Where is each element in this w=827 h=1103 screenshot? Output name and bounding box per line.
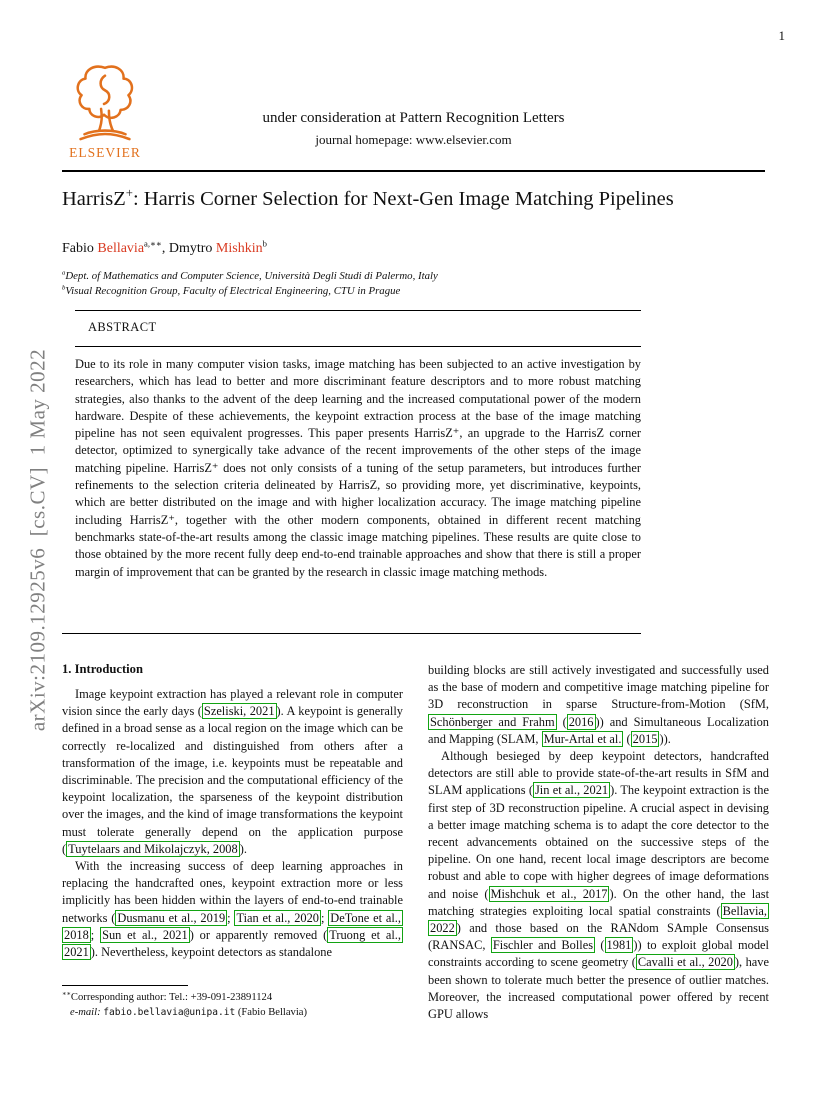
journal-status-line: under consideration at Pattern Recognition Letters [262,110,565,126]
footnote-email-line: e-mail: fabio.bellavia@unipa.it (Fabio Bellavia) [70,1006,308,1018]
superscript: + [125,186,133,201]
header-divider [62,170,765,172]
superscript: b [262,238,267,249]
citation-link[interactable]: Fischler and Bolles [492,938,594,953]
citation-link[interactable]: Cavalli et al., 2020 [637,955,733,970]
right-paragraph-2: Although besieged by deep keypoint detectors, handcrafted detectors are still able to provide state-of-the-art results in SfM and SLAM applications ( Jin et al., 2021 ). The keypoint extraction is the first step of 3D reconstruction pipeline. A crucial aspect in devising a better image matching schema is to adapt the core detector to the recent advancements obtained on the successive steps of the pipeline. On one hand, recent local image descriptors are become robust and able to cope with higher degrees of image deformations and noise ( Mishchuk et al., 2017 ). On the other hand, the last matching strategies exploiting local spatial constraints ( Bellavia, 2022 ) and those based on the RANdom SAmple Consensus (RANSAC, Fischler and Bolles ( 1981 )) to exploit global model constraints according to scene geometry ( Cavalli et al., 2020 ), have been shown to tolerate much better the presence of outlier matches. Moreover, the increased computational power offered by recent GPU allows [428,749,770,1022]
citation-link[interactable]: Dusmanu et al., 2019 [117,910,226,925]
right-paragraph-1: building blocks are still actively investigated and successfully used as the base of modern and competitive image matching pipeline for 3D reconstruction in sparse Structure-from-Motion (SfM, Schönberger and Frahm ( 2016 )) and Simultaneous Localization and Mapping (SLAM, Mur-Artal et al. ( 2015 )). [428,663,769,746]
journal-homepage-link[interactable]: journal homepage: www.elsevier.com [315,132,512,147]
affiliation-b: $^b$Visual Recognition Group, Faculty of Electrical Engineering, CTU in Prague [62,284,401,297]
intro-paragraph-1: Image keypoint extraction has played a relevant role in computer vision since the early days ( Szeliski, 2021 ). A keypoint is generally defined in a broad sense as a local region on the image which can be correctly re-localized and distinguished from others after a transformation of the image, i.e. keypoints must be repeatable and discriminable. The precision and the computational efficiency of the keypoint localization, the sparseness of the keypoint distribution over the images, and the kind of image transformations the keypoint must tolerate generally depend on the application purpose ( Tuytelaars and Mikolajczyk, 2008 ). [62,687,403,856]
author-name: Mishkin [215,241,263,256]
affiliations [62,269,438,299]
italic-text: e-mail: [70,1006,104,1018]
author-name: Bellavia [97,241,145,256]
citation-link[interactable]: Truong et al., 2021 [64,927,401,960]
citation-link[interactable]: Mur-Artal et al. [543,731,622,746]
footnote [62,991,407,1020]
citation-link[interactable]: DeTone et al., 2018 [64,910,402,942]
citation-link[interactable]: Jin et al., 2021 [534,783,609,798]
abstract-text: Due to its role in many computer vision tasks, image matching has been subjected to an active investigation by researchers, which has lead to better and more discriminant feature descriptors and to more robust matching strategies, also thanks to the advent of the deep learning and the increased computational power of the modern hardware. Despite of these achievements, the keypoint extraction process at the base of the image matching pipeline has not seen equivalent progresses. This paper presents HarrisZ⁺, an upgrade to the HarrisZ corner detector, optimized to synergically take advance of the recent improvements of the other steps of the image matching pipeline. HarrisZ⁺ does not only consists of a tuning of the setup parameters, but introduces further refinements to the selection criteria delineated by HarrisZ, so providing more, yet discriminative, keypoints, which are better distributed on the image and with higher localization accuracy. The image matching pipeline including HarrisZ⁺, together with the other modern components, obtained in different recent matching benchmarks state-of-the-art results among the classic image matching pipelines. These results are quite close to those obtained by the more recent fully deep end-to-end trainable approaches and show that there is still a proper margin of improvement that can be granted by the research in classic image matching methods. [75,357,641,579]
page-number: 1 [778,28,785,43]
affiliation-a: $^a$Dept. of Mathematics and Computer Science, Università Degli Studi di Palermo, Italy [62,269,438,282]
citation-link[interactable]: Tuytelaars and Mikolajczyk, 2008 [68,841,238,856]
citation-link[interactable]: Bellavia, 2022 [430,903,767,936]
citation-link[interactable]: Schönberger and Frahm [430,714,555,729]
arxiv-watermark: arXiv:2109.12925v6 [cs.CV] 1 May 2022 [25,348,50,732]
superscript: b [62,284,66,292]
journal-header [0,110,827,148]
citation-link[interactable]: Szeliski, 2021 [203,704,275,719]
superscript: ∗∗ [62,990,71,998]
paper-title: HarrisZ+: Harris Corner Selection for Next-Gen Image Matching Pipelines [62,186,674,210]
citation-link[interactable]: 1981 [606,938,632,953]
intro-paragraph-2: With the increasing success of deep learning approaches in replacing the handcrafted ones, keypoint extraction more or less implicitly has been hidden within the layers of end-to-end trainable networks ( Dusmanu et al., 2019 ; Tian et al., 2020 ; DeTone et al., 2018 ; Sun et al., 2021 ) or apparently removed ( Truong et al., 2021 ). Nevertheless, keypoint detectors as standalone [62,859,403,960]
citation-link[interactable]: Sun et al., 2021 [102,927,188,942]
author-line: Fabio Bellavia$^{a,∗∗}$, Dmytro Mishkin$^b$ [62,238,267,256]
citation-link[interactable]: 2015 [632,731,658,746]
left-column [62,662,403,961]
elsevier-logo-text: ELSEVIER [69,145,141,160]
right-column [428,662,769,1023]
section-heading-introduction: 1. Introduction [62,662,143,676]
abstract-mid-divider [75,346,641,347]
footnote-divider [62,985,188,986]
footnote-corresponding-author: ∗∗Corresponding author: Tel.: +39-091-23891124 [62,990,273,1003]
citation-link[interactable]: Tian et al., 2020 [236,910,319,925]
abstract-top-divider [75,310,641,311]
citation-link[interactable]: 2016 [568,714,594,729]
abstract-bottom-divider [62,633,641,634]
superscript: a [62,269,66,277]
citation-link[interactable]: Mishchuk et al., 2017 [490,886,608,901]
superscript: a,∗∗ [144,238,162,249]
abstract-heading: ABSTRACT [88,320,157,334]
email-link[interactable]: fabio.bellavia@unipa.it [103,1006,236,1018]
